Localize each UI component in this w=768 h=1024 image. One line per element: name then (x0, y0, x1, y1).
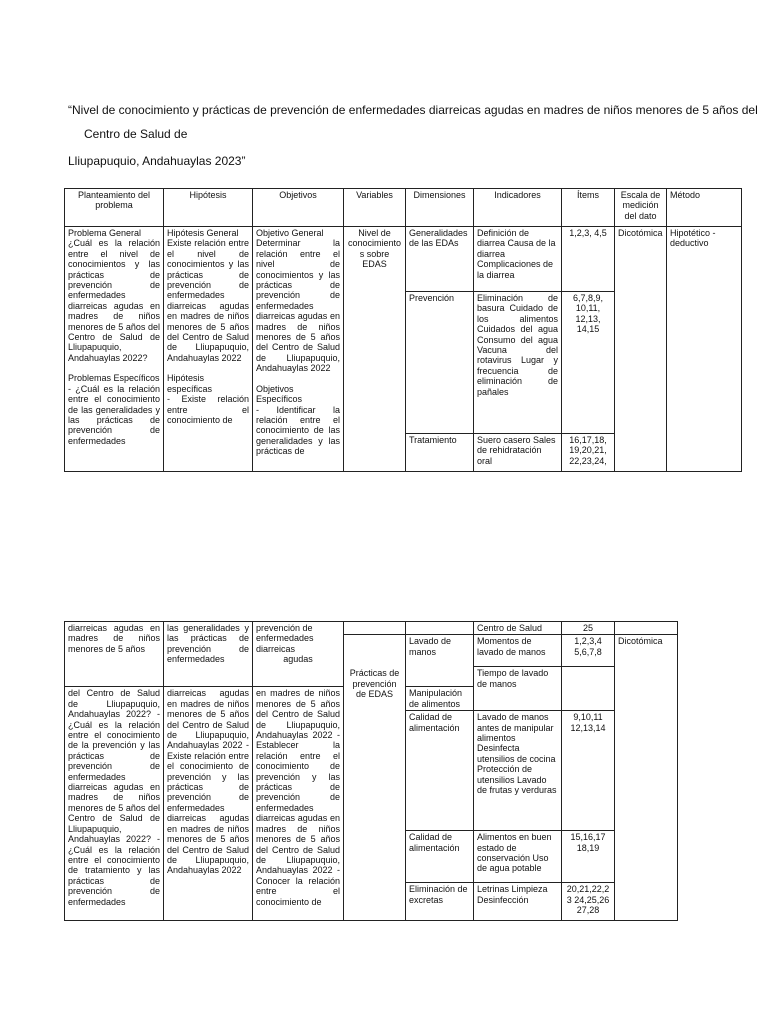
variable-cont-cell (344, 622, 406, 635)
indicator-cell: Lavado de manos antes de manipular alimentos Desinfecta utensilios de cocina Protección de utensilios Lavado de frutas y verduras (474, 711, 562, 831)
indicator-cell: Suero casero Sales de rehidratación oral (474, 434, 562, 472)
dimension-cell: Calidad de alimentación (406, 711, 474, 831)
indicator-cell: Alimentos en buen estado de conservación Uso de agua potable (474, 831, 562, 883)
table-row (65, 227, 742, 292)
problema-general-text: ¿Cuál es la relación entre el nivel de conocimientos y las prácticas de prevención de enfermedades diarreicas agudas en madres de niños menores de 5 años del Centro de Salud de Lliupapuquio, Andahuaylas 2022? (68, 238, 160, 363)
indicator-cell: Centro de Salud (474, 622, 562, 635)
dimension-cell: Eliminación de excretas (406, 883, 474, 921)
dimension-cell: Generalidades de las EDAs (406, 227, 474, 292)
objetivos-especificos-text: - Identificar la relación entre el conocimiento de las generalidades y las prácticas de (256, 404, 340, 457)
header-metodo: Método (667, 189, 742, 227)
problema-cont-cell-2: del Centro de Salud de Lliupapuquio, Andahuaylas 2022? - ¿Cuál es la relación entre el conocimiento de la prevención y las prácticas de prevención de enfermedades diarreicas agudas en madres de niños menores de 5 años del Centro de Salud de Lliupapuquio, Andahuaylas 2022? - ¿Cuál es la relación entre el conocimiento de tratamiento y las prácticas de prevención de enfermedades (65, 687, 164, 921)
hipotesis-general-text: Existe relación entre el nivel de conocimientos y las prácticas de prevención de enfermedades diarreicas agudas en madres de niños menores de 5 años del Centro de Salud de Lliupapuquio, Andahuaylas 2022 (167, 238, 249, 363)
objetivos-especificos-title: Objetivos Específicos (256, 383, 303, 405)
objetivos-cell (253, 227, 344, 472)
indicator-cell: Eliminación de basura Cuidado de los alimentos Cuidados del agua Consumo del agua Vacuna del rotavirus Lugar y frecuencia de eliminación de pañales (474, 292, 562, 434)
problema-general-title: Problema General (68, 228, 142, 238)
items-cell (562, 667, 615, 711)
hipotesis-cell (164, 227, 253, 472)
header-items: Ítems (562, 189, 615, 227)
hipotesis-cont-cell-2: diarreicas agudas en madres de niños menores de 5 años del Centro de Salud de Lliupapuquio, Andahuaylas 2022 - Existe relación entre el conocimiento de prevención y las prácticas de prevención de enfermedades diarreicas agudas en madres de niños menores de 5 años del Centro de Salud de Lliupapuquio, Andahuaylas 2022 (164, 687, 253, 921)
matrix-table-1 (64, 188, 742, 472)
objetivos-cont-text: prevención de enfermedades diarreicas (256, 623, 314, 654)
hipotesis-general-title: Hipótesis General (167, 228, 239, 238)
matrix-table-2 (64, 621, 678, 921)
items-cell: 16,17,18, 19,20,21, 22,23,24, (562, 434, 615, 472)
hipotesis-especificas-title: Hipótesis específicas (167, 373, 213, 394)
metodo-cell: Hipotético - deductivo (667, 227, 742, 472)
indicator-cell: Letrinas Limpieza Desinfección (474, 883, 562, 921)
indicator-cell: Definición de diarrea Causa de la diarrea Complicaciones de la diarrea (474, 227, 562, 292)
problema-cell (65, 227, 164, 472)
objetivo-general-title: Objetivo General (256, 228, 324, 238)
objetivos-cont-cell (253, 622, 344, 687)
dimension-cell: Lavado de manos (406, 635, 474, 687)
header-dimensiones: Dimensiones (406, 189, 474, 227)
items-cell: 9,10,11 12,13,14 (562, 711, 615, 831)
variable-2-text: Prácticas de prevención de EDAS (349, 668, 400, 700)
variable-cell: Nivel de conocimientos sobre EDAS (344, 227, 406, 472)
indicator-cell: Tiempo de lavado de manos (474, 667, 562, 711)
header-objetivos: Objetivos (253, 189, 344, 227)
table-row (65, 622, 678, 635)
dimension-cell: Calidad de alimentación (406, 831, 474, 883)
header-row (65, 189, 742, 227)
title-line-1: “Nivel de conocimiento y prácticas de prevención de enfermedades diarreicas agudas en madres de niños menores de 5 años del (68, 103, 758, 117)
escala-cell: Dicotómica (615, 635, 678, 921)
title-line-3: Lliupapuquio, Andahuaylas 2023” (68, 154, 246, 168)
objetivo-general-text: Determinar la relación entre el nivel de conocimientos y las prácticas de prevención de enfermedades diarreicas agudas en madres de niños menores de 5 años del Centro de Salud de Lliupapuquio, Andahuaylas 2022 (256, 238, 340, 374)
items-cell: 15,16,17 18,19 (562, 831, 615, 883)
problemas-especificos-title: Problemas Específicos (68, 373, 160, 384)
problemas-especificos-text: - ¿Cuál es la relación entre el conocimiento de las generalidades y las prácticas de prevención de enfermedades (68, 383, 160, 446)
hipotesis-especificas-text: - Existe relación entre el conocimiento de (167, 394, 249, 425)
indicator-cell: Momentos de lavado de manos (474, 635, 562, 667)
header-indicadores: Indicadores (474, 189, 562, 227)
header-variables: Variables (344, 189, 406, 227)
dimension-cell: Manipulación de alimentos (406, 687, 474, 711)
header-hipotesis: Hipótesis (164, 189, 253, 227)
dimension-cell: Tratamiento (406, 434, 474, 472)
variable-2-cell (344, 635, 406, 921)
header-escala: Escala de medición del dato (615, 189, 667, 227)
objetivos-cont-cell-2: en madres de niños menores de 5 años del Centro de Salud de Lliupapuquio, Andahuaylas 2022 - Establecer la relación entre el conocimiento de prevención y las prácticas de prevención de enfermedades diarreicas agudas en madres de niños menores de 5 años del Centro de Salud de Lliupapuquio, Andahuaylas 2022 - Conocer la relación entre el conocimiento de (253, 687, 344, 921)
hipotesis-cont-cell: las generalidades y las prácticas de prevención de enfermedades (164, 622, 253, 687)
title-line-2: Centro de Salud de (84, 127, 188, 141)
items-cell: 1,2,3, 4,5 (562, 227, 615, 292)
items-cell: 25 (562, 622, 615, 635)
items-cell: 20,21,22,23 24,25,26 27,28 (562, 883, 615, 921)
problema-cont-cell: diarreicas agudas en madres de niños menores de 5 años (65, 622, 164, 687)
objetivos-cont-text-2: agudas (283, 654, 313, 665)
items-cell: 6,7,8,9, 10,11, 12,13, 14,15 (562, 292, 615, 434)
items-cell: 1,2,3,4 5,6,7,8 (562, 635, 615, 667)
escala-cell: Dicotómica (615, 227, 667, 472)
escala-cont-cell (615, 622, 678, 635)
dimension-cont-cell (406, 622, 474, 635)
dimension-cell: Prevención (406, 292, 474, 434)
header-problema: Planteamiento del problema (65, 189, 164, 227)
